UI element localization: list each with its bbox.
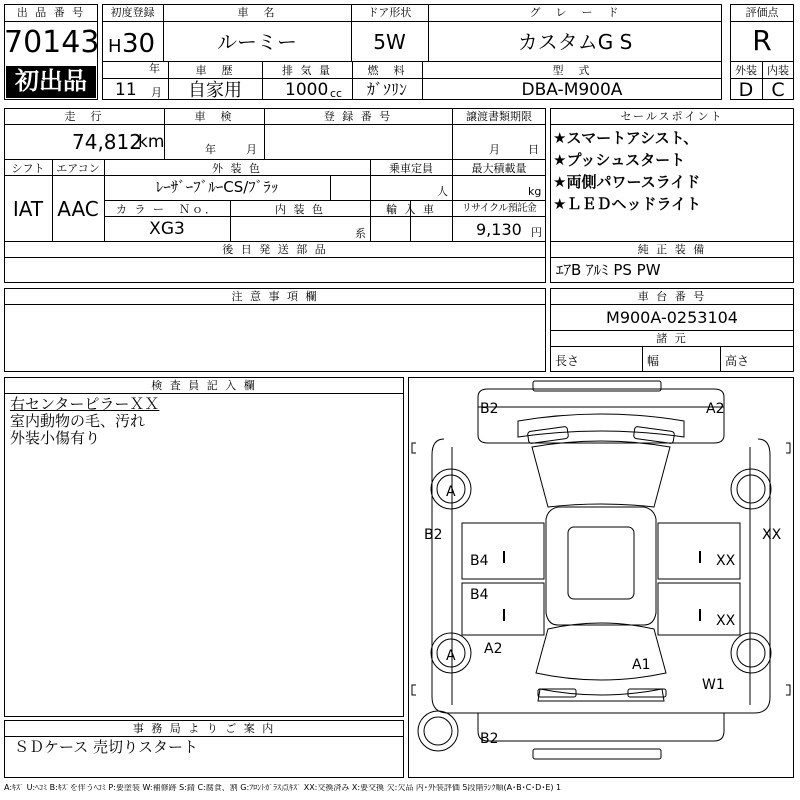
- damage-mark: A2: [706, 401, 725, 417]
- score: R: [752, 24, 772, 57]
- inspection-month-unit: 月: [246, 143, 257, 156]
- reg-year-unit: 年: [149, 62, 160, 75]
- chassis-label: 車 台 番 号: [637, 290, 707, 303]
- era: H: [108, 36, 122, 57]
- reg-month-unit: 月: [151, 86, 162, 99]
- int-grade: C: [771, 79, 785, 101]
- transfer-label: 譲渡書類期限: [466, 110, 532, 123]
- spec-width: 幅: [647, 354, 660, 368]
- reg-year: 30: [122, 29, 156, 59]
- damage-mark: A1: [632, 657, 651, 673]
- damage-mark: B2: [480, 401, 499, 417]
- name-label: 車 名: [237, 6, 277, 19]
- first-listing-text: 初出品: [15, 67, 87, 95]
- ac: AAC: [57, 197, 99, 221]
- inspector-note: 室内動物の毛、汚れ: [10, 412, 146, 430]
- seat-unit: 人: [437, 185, 448, 198]
- reg-month: 11: [115, 80, 137, 100]
- car-name: ルーミー: [217, 30, 297, 54]
- reg-label: 初度登録: [110, 6, 155, 19]
- shift-label: シフト: [11, 162, 45, 175]
- history: 自家用: [188, 80, 242, 101]
- damage-mark: A: [446, 484, 456, 500]
- equipment-value: ｴｱB ｱﾙﾐ PS PW: [556, 261, 661, 279]
- damage-mark: W1: [702, 677, 725, 693]
- color-no-label: カ ラ ー Ｎｏ．: [116, 203, 218, 216]
- damage-mark: B4: [470, 587, 489, 603]
- ac-label: エアコン: [56, 162, 100, 175]
- color-no: XG3: [149, 219, 185, 239]
- chassis-number: M900A-0253104: [606, 308, 738, 327]
- inspection-year-unit: 年: [205, 143, 216, 156]
- interior-color-unit: 系: [355, 227, 366, 240]
- ext-grade: D: [738, 79, 754, 101]
- grade: カスタムG S: [517, 30, 633, 54]
- sales-point: ★プッシュスタート: [553, 151, 686, 169]
- displacement: 1000: [285, 80, 329, 100]
- plate-label: 登 録 番 号: [323, 110, 393, 123]
- lot-label: 出 品 番 号: [16, 6, 86, 19]
- office-label: 事 務 局 よ り ご 案 内: [132, 722, 276, 735]
- shift: IAT: [12, 197, 44, 221]
- sales-point: ★ＬＥＤヘッドライト: [553, 195, 701, 213]
- damage-mark: B2: [424, 527, 443, 543]
- damage-mark: XX: [716, 613, 736, 629]
- later-parts-label: 後 日 発 送 部 品: [222, 243, 328, 256]
- disp-unit: cc: [330, 87, 343, 100]
- recycle-label: リサイクル預託金: [461, 203, 537, 214]
- transfer-month-unit: 月: [489, 143, 500, 156]
- caution-label: 注 意 事 項 欄: [231, 290, 319, 303]
- door-type: 5W: [373, 30, 406, 54]
- damage-mark: XX: [762, 527, 782, 543]
- load-unit: kg: [528, 185, 542, 198]
- recycle-unit: 円: [531, 226, 542, 239]
- lot-number: 70143: [4, 25, 100, 60]
- door-label: ドア形状: [367, 6, 412, 19]
- legend: A:ｷｽﾞ U:ﾍｺﾐ B:ｷｽﾞを伴うﾍｺﾐ P:要塗装 W:補修跡 S:錆 C:腐食、割 G:ﾌﾛﾝﾄｶﾞﾗｽ点ｷｽﾞ XX:交換済み X:要交換 欠:欠品 内･外装評価 5段階ﾗﾝｸ順(A･B･C･D･E) 1: [4, 784, 562, 792]
- disp-label: 排 気 量: [282, 64, 332, 77]
- fuel: ｶﾞｿﾘﾝ: [366, 80, 407, 99]
- model: DBA-M900A: [521, 80, 623, 100]
- fuel-label: 燃 料: [367, 64, 407, 77]
- import-label: 輸 入 車: [386, 203, 436, 216]
- transfer-day-unit: 日: [528, 143, 539, 156]
- grade-label: グ レ ー ド: [529, 6, 621, 19]
- spec-length: 長さ: [555, 354, 580, 368]
- damage-mark: A2: [484, 641, 503, 657]
- spec-label: 諸 元: [656, 332, 688, 345]
- inspection-label: 車 検: [194, 110, 234, 123]
- damage-mark: XX: [716, 553, 736, 569]
- mileage: 74,812: [72, 130, 142, 154]
- sales-point: ★スマートアシスト、: [553, 129, 699, 147]
- sales-point: ★両側パワースライド: [553, 173, 701, 191]
- damage-mark: B2: [480, 731, 499, 747]
- damage-mark: A: [446, 648, 456, 664]
- equipment-label: 純 正 装 備: [637, 243, 707, 256]
- exterior-color: ﾚｰｻﾞｰﾌﾞﾙｰCS/ﾌﾞﾗｯ: [155, 178, 279, 196]
- load-label: 最大積載量: [471, 162, 527, 175]
- sales-label: セールスポイント: [620, 110, 724, 123]
- spec-height: 高さ: [725, 354, 750, 368]
- car-diagram: [408, 377, 794, 778]
- interior-color-label: 内 装 色: [275, 203, 325, 216]
- inspector-label: 検 査 員 記 入 欄: [151, 379, 257, 392]
- seat-label: 乗車定員: [389, 162, 433, 175]
- score-label: 評価点: [745, 6, 779, 19]
- model-label: 型 式: [552, 64, 592, 77]
- mileage-unit: km: [138, 132, 165, 152]
- mileage-label: 走 行: [64, 110, 104, 123]
- recycle-amount: 9,130: [476, 220, 522, 239]
- damage-mark: B4: [470, 553, 489, 569]
- inspector-note: 外装小傷有り: [10, 429, 101, 447]
- ext-label: 外装: [735, 64, 757, 77]
- int-label: 内装: [767, 64, 789, 77]
- color-label: 外 装 色: [212, 162, 262, 175]
- history-label: 車 歴: [195, 64, 235, 77]
- office-message: ＳＤケース 売切りスタート: [14, 738, 199, 756]
- inspector-note: 右センターピラーＸＸ: [10, 395, 160, 413]
